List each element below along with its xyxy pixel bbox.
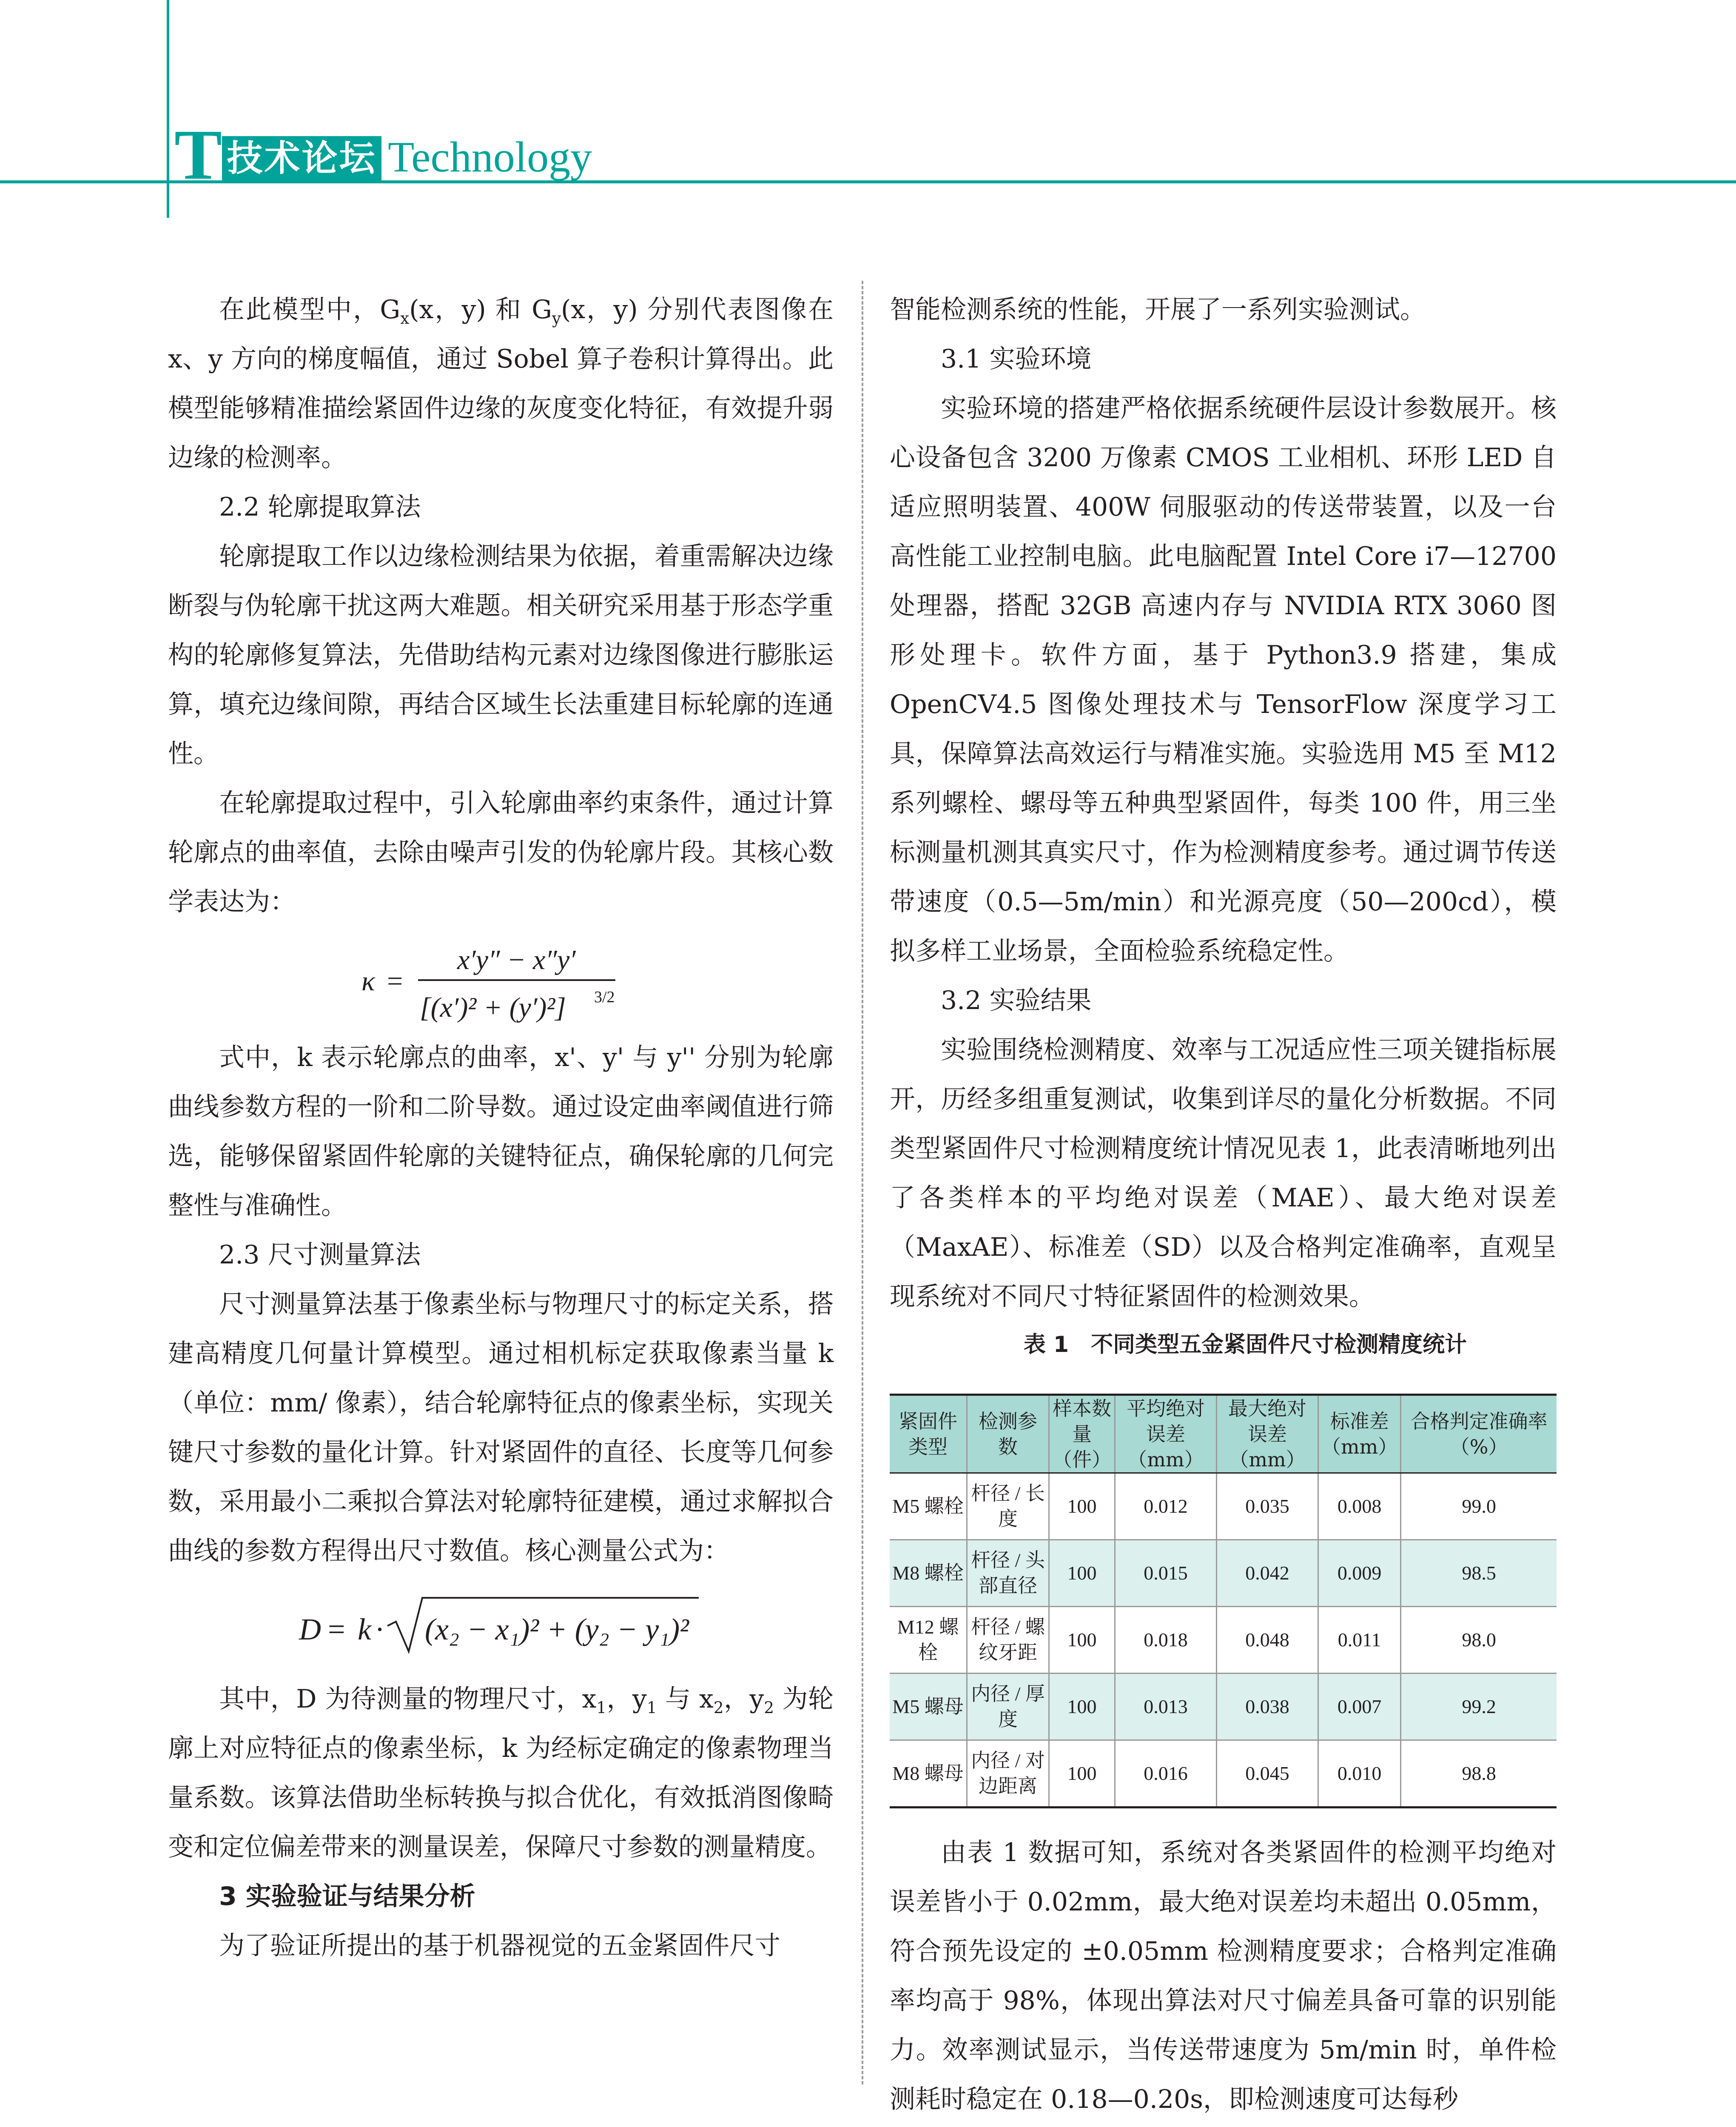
distance-formula: [168, 1576, 834, 1674]
table-cell: 100: [1049, 1607, 1115, 1674]
table-cell: 98.8: [1401, 1740, 1557, 1808]
table-cell: 杆径 / 螺纹牙距: [967, 1607, 1049, 1674]
paragraph: 其中，D 为待测量的物理尺寸，$x_1$，$y_1$ 与 $x_2$，$y_2$ 为轮廓上对应特征点的像素坐标，k 为经标定确定的像素物理当量系数。该算法借助坐标转换与拟合优化，有效抵消图像畸变和定位偏差带来的测量误差，保障尺寸参数的测量精度。: [168, 1684, 834, 1862]
svg-text:[(x′)² + (y′)²]: [(x′)² + (y′)²]: [420, 992, 566, 1023]
section-heading-2-2: 2.2 轮廓提取算法: [219, 492, 421, 522]
left-column: [168, 285, 834, 1970]
section-title-en: Technology: [388, 133, 592, 181]
table-cell: 0.013: [1115, 1674, 1217, 1740]
table-cell: M5 螺栓: [890, 1473, 967, 1540]
table-cell: 0.009: [1318, 1540, 1401, 1607]
table-row: [890, 1540, 1557, 1607]
section-heading-2-3: 2.3 尺寸测量算法: [219, 1240, 421, 1270]
table-cell: 99.2: [1401, 1674, 1557, 1740]
accuracy-table: [890, 1394, 1557, 1808]
table-cell: 0.012: [1115, 1473, 1217, 1540]
paragraph: 为了验证所提出的基于机器视觉的五金紧固件尺寸: [219, 1931, 780, 1961]
table-row: [890, 1473, 1557, 1540]
section-heading-3-1: 3.1 实验环境: [941, 344, 1092, 374]
table-cell: 98.0: [1401, 1607, 1557, 1674]
table-cell: 99.0: [1401, 1473, 1557, 1540]
table-header-cell: 合格判定准确率（%）: [1401, 1395, 1557, 1473]
table-header-cell: 样本数量（件）: [1049, 1395, 1115, 1473]
table-cell: 0.008: [1318, 1473, 1401, 1540]
svg-text:=: =: [387, 966, 403, 997]
paragraph: 在此模型中，$G_x(x$，y) 和 $G_y(x$，y) 分别代表图像在 x、y 方向的梯度幅值，通过 Sobel 算子卷积计算得出。此模型能够精准描绘紧固件边缘的灰度变化特征，有效提升弱边缘的检测率。: [168, 295, 834, 473]
section-letter: T: [174, 115, 222, 194]
table-cell: 0.018: [1115, 1607, 1217, 1674]
table-cell: 98.5: [1401, 1540, 1557, 1607]
paragraph: 式中，k 表示轮廓点的曲率，x'、y' 与 y'' 分别为轮廓曲线参数方程的一阶和二阶导数。通过设定曲率阈值进行筛选，能够保留紧固件轮廓的关键特征点，确保轮廓的几何完整性与准确性。: [168, 1043, 834, 1220]
table-cell: 内径 / 厚度: [967, 1674, 1049, 1740]
table-cell: 杆径 / 头部直径: [967, 1540, 1049, 1607]
table-cell: 0.045: [1217, 1740, 1318, 1808]
curvature-formula: [168, 927, 834, 1033]
section-heading-3-2: 3.2 实验结果: [941, 986, 1092, 1015]
table-cell: 100: [1049, 1674, 1115, 1740]
svg-text:3/2: 3/2: [594, 988, 615, 1006]
header-vertical-rule: [167, 0, 169, 218]
section-heading-3: 3 实验验证与结果分析: [219, 1882, 475, 1911]
table-cell: 0.011: [1318, 1607, 1401, 1674]
paragraph: 智能检测系统的性能，开展了一系列实验测试。: [890, 295, 1426, 325]
paragraph: 实验围绕检测精度、效率与工况适应性三项关键指标展开，历经多组重复测试，收集到详尽的量化分析数据。不同类型紧固件尺寸检测精度统计情况见表 1，此表清晰地列出了各类样本的平均绝对误差（MAE）、最大绝对误差（MaxAE）、标准差（SD）以及合格判定准确率，直观呈现系统对不同尺寸特征紧固件的检测效果。: [890, 1035, 1557, 1312]
table-cell: M5 螺母: [890, 1674, 967, 1740]
section-title-cn: 技术论坛: [222, 136, 381, 180]
table-cell: 0.007: [1318, 1674, 1401, 1740]
column-divider: [862, 281, 863, 2084]
svg-text:D: D: [299, 1612, 321, 1646]
table-header-cell: 检测参数: [967, 1395, 1049, 1473]
table-header-cell: 标准差（mm）: [1318, 1395, 1401, 1473]
table-cell: M12 螺栓: [890, 1607, 967, 1674]
table-cell: 0.042: [1217, 1540, 1318, 1607]
paragraph: 由表 1 数据可知，系统对各类紧固件的检测平均绝对误差皆小于 0.02mm，最大绝对误差均未超出 0.05mm，符合预先设定的 ±0.05mm 检测精度要求；合格判定准确率均高于 98%，体现出算法对尺寸偏差具备可靠的识别能力。效率测试显示，当传送带速度为 5m/min 时，单件检测耗时稳定在 0.18—0.20s，即检测速度可达每秒: [890, 1838, 1557, 2114]
table-cell: 0.035: [1217, 1473, 1318, 1540]
table-cell: 100: [1049, 1540, 1115, 1607]
table-cell: 100: [1049, 1740, 1115, 1808]
table-title: 表 1 不同类型五金紧固件尺寸检测精度统计: [1023, 1332, 1467, 1357]
paragraph: 实验环境的搭建严格依据系统硬件层设计参数展开。核心设备包含 3200 万像素 CMOS 工业相机、环形 LED 自适应照明装置、400W 伺服驱动的传送带装置，以及一台高性能工业控制电脑。此电脑配置 Intel Core i7—12700 处理器，搭配 32GB 高速内存与 NVIDIA RTX 3060 图形处理卡。软件方面，基于 Python3.9 搭建，集成 OpenCV4.5 图像处理技术与 TensorFlow 深度学习工具，保障算法高效运行与精准实施。实验选用 M5 至 M12 系列螺栓、螺母等五种典型紧固件，每类 100 件，用三坐标测量机测其真实尺寸，作为检测精度参考。通过调节传送带速度（0.5—5m/min）和光源亮度（50—200cd），模拟多样工业场景，全面检验系统稳定性。: [890, 393, 1557, 966]
table-cell: 0.010: [1318, 1740, 1401, 1808]
table-cell: 0.016: [1115, 1740, 1217, 1808]
table-cell: 100: [1049, 1473, 1115, 1540]
table-cell: 0.048: [1217, 1607, 1318, 1674]
paragraph: 尺寸测量算法基于像素坐标与物理尺寸的标定关系，搭建高精度几何量计算模型。通过相机标定获取像素当量 k（单位：mm/ 像素），结合轮廓特征点的像素坐标，实现关键尺寸参数的量化计算。针对紧固件的直径、长度等几何参数，采用最小二乘拟合算法对轮廓特征建模，通过求解拟合曲线的参数方程得出尺寸数值。核心测量公式为：: [168, 1289, 834, 1566]
table-row: [890, 1740, 1557, 1808]
table-cell: 杆径 / 长度: [967, 1473, 1049, 1540]
table-cell: 0.038: [1217, 1674, 1318, 1740]
table-row: [890, 1674, 1557, 1740]
svg-text:·: ·: [375, 1612, 385, 1646]
right-column: [890, 285, 1557, 2124]
svg-text:x′y″ − x″y′: x′y″ − x″y′: [457, 944, 576, 975]
svg-text:=: =: [328, 1612, 345, 1646]
table-cell: 内径 / 对边距离: [967, 1740, 1049, 1808]
table-header-cell: 平均绝对误差（mm）: [1115, 1395, 1217, 1473]
svg-text:(x₂ − x₁)² + (y₂ − y₁)²: (x₂ − x₁)² + (y₂ − y₁)²: [425, 1612, 689, 1646]
table-header-cell: 紧固件类型: [890, 1395, 967, 1473]
table-row: [890, 1607, 1557, 1674]
paragraph: 在轮廓提取过程中，引入轮廓曲率约束条件，通过计算轮廓点的曲率值，去除由噪声引发的伪轮廓片段。其核心数学表达为：: [168, 788, 834, 917]
table-cell: 0.015: [1115, 1540, 1217, 1607]
svg-text:k: k: [358, 1612, 371, 1646]
table-header-row: [890, 1395, 1557, 1473]
svg-text:κ: κ: [361, 966, 375, 997]
paragraph: 轮廓提取工作以边缘检测结果为依据，着重需解决边缘断裂与伪轮廓干扰这两大难题。相关研究采用基于形态学重构的轮廓修复算法，先借助结构元素对边缘图像进行膨胀运算，填充边缘间隙，再结合区域生长法重建目标轮廓的连通性。: [168, 542, 834, 769]
table-cell: M8 螺栓: [890, 1540, 967, 1607]
table-cell: M8 螺母: [890, 1740, 967, 1808]
header-horizontal-rule: [0, 180, 1736, 183]
table-header-cell: 最大绝对误差（mm）: [1217, 1395, 1318, 1473]
